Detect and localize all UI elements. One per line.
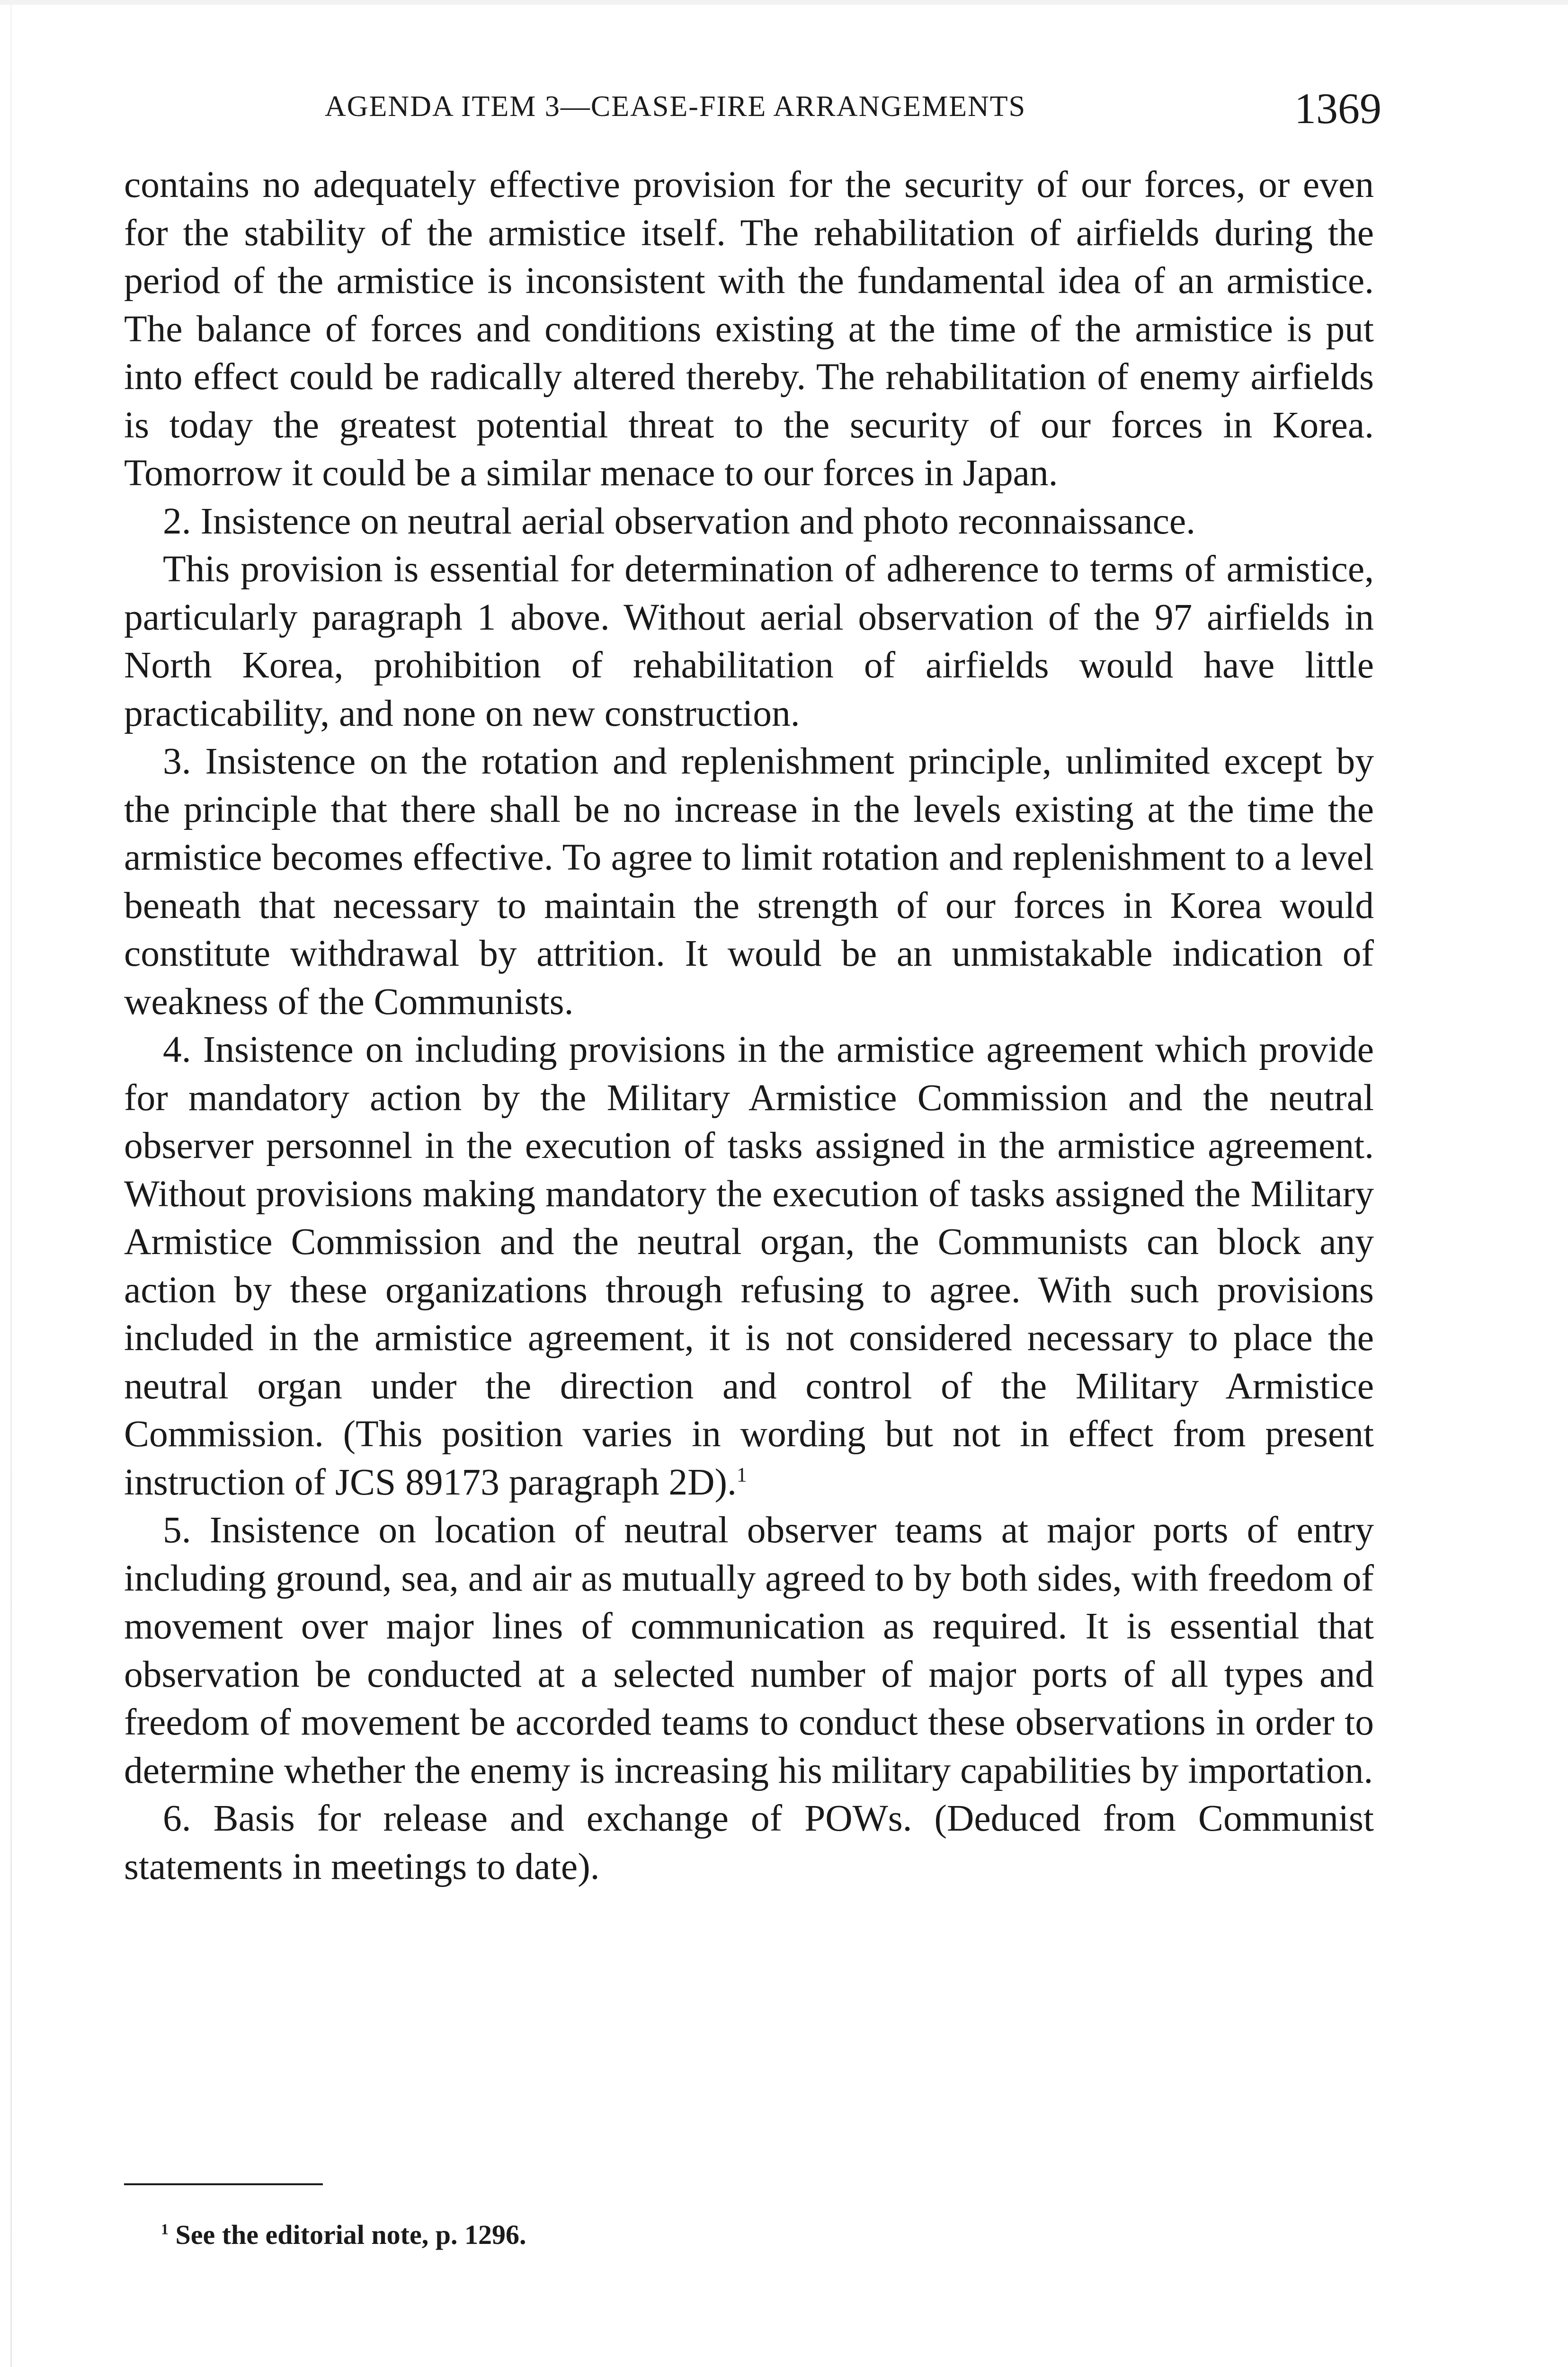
- page-top-edge: [0, 0, 1568, 5]
- footnote-divider: [124, 2183, 323, 2185]
- paragraph-item-6: 6. Basis for release and exchange of POWs. (Deduced from Communist statements in meetings to date).: [124, 1797, 1374, 1887]
- body-text: [124, 161, 1374, 1891]
- running-head: AGENDA ITEM 3—CEASE-FIRE ARRANGEMENTS: [325, 90, 1026, 123]
- footnote-text: See the editorial note, p. 1296.: [175, 2219, 526, 2250]
- footnote-reference: 1: [736, 1463, 747, 1486]
- footnote-marker: 1: [161, 2221, 169, 2238]
- paragraph-item-4-text: 4. Insistence on including provisions in the armistice agreement which provide for mandatory action by the Military Armistice Commission and the neutral observer personnel in the execution of tasks assigned in the armistice agreement. Without provisions making mandatory the execution of tasks assigned the Military Armistice Commission and the neutral organ, the Communists can block any action by these organizations through refusing to agree. With such provisions included in the armistice agreement, it is not considered necessary to place the neutral organ under the direction and control of the Military Armistice Commission. (This position varies in wording but not in effect from present instruction of JCS 89173 paragraph 2D).: [124, 1029, 1374, 1503]
- footnote: [161, 2218, 1297, 2251]
- paragraph-item-5: 5. Insistence on location of neutral observer teams at major ports of entry including ground, sea, and air as mutually agreed to by both sides, with freedom of movement over major lines of communication as required. It is essential that observation be conducted at a selected number of major ports of all types and freedom of movement be accorded teams to conduct these observations in order to determine whether the enemy is increasing his military capabilities by importation.: [124, 1509, 1374, 1791]
- paragraph-item-3: 3. Insistence on the rotation and replenishment principle, unlimited except by the principle that there shall be no increase in the levels existing at the time the armistice becomes effective. To agree to limit rotation and replenishment to a level beneath that necessary to maintain the strength of our forces in Korea would constitute withdrawal by attrition. It would be an unmistakable indication of weakness of the Communists.: [124, 740, 1374, 1023]
- paragraph-continuation: contains no adequately effective provision for the security of our forces, or even for the stability of the armistice itself. The rehabilitation of airfields during the period of the armistice is inconsistent with the fundamental idea of an armistice. The balance of forces and conditions existing at the time of the armistice is put into effect could be radically altered thereby. The rehabilitation of enemy airfields is today the greatest potential threat to the security of our forces in Korea. Tomorrow it could be a similar menace to our forces in Japan.: [124, 164, 1374, 494]
- paragraph-item-2-body: This provision is essential for determination of adherence to terms of armistice, particularly paragraph 1 above. Without aerial observation of the 97 airfields in North Korea, prohibition of rehabilitation of airfields would have little practicability, and none on new construction.: [124, 548, 1374, 734]
- paragraph-item-4: [124, 1026, 1374, 1506]
- page-header: [325, 83, 1381, 135]
- page-binding-edge: [10, 0, 12, 2367]
- paragraph-item-2-heading: 2. Insistence on neutral aerial observation and photo reconnaissance.: [163, 500, 1196, 542]
- page-number: 1369: [1294, 84, 1381, 133]
